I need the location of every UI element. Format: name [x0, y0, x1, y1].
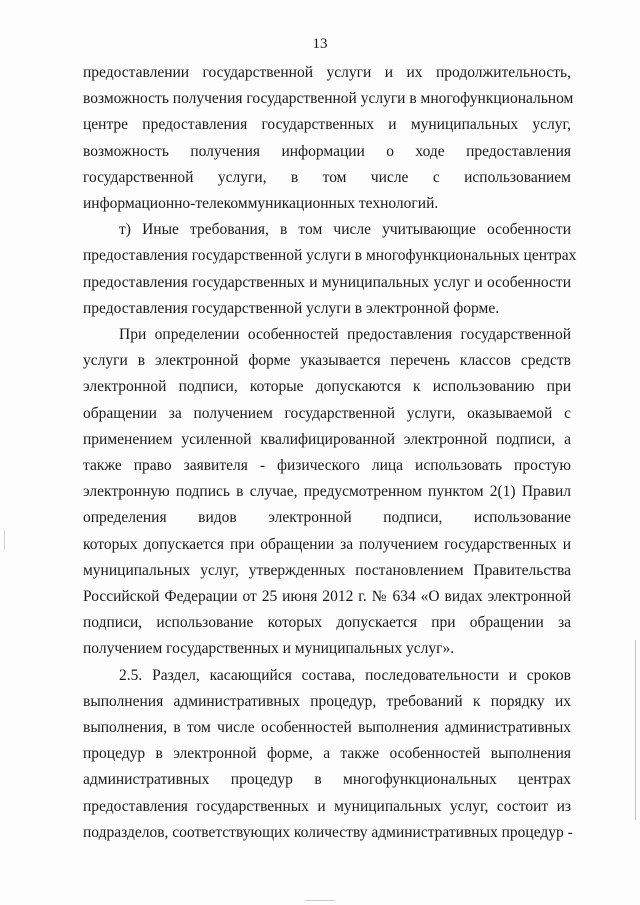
text-line: услуги в электронной форме указывается перечень классов средств — [83, 352, 571, 370]
text-line: предоставления государственной услуги в многофункциональных центрах — [83, 247, 577, 265]
paragraph-other-requirements — [83, 217, 577, 322]
text-line: подразделов, соответствующих количеству административных процедур - — [83, 823, 573, 841]
text-line: центре предоставления государственных и муниципальных услуг, — [83, 116, 571, 134]
text-line: предоставлении государственной услуги и их продолжительность, — [83, 64, 571, 81]
text-line: 2.5. Раздел, касающийся состава, последовательности и сроков — [119, 666, 571, 684]
text-line: обращении за получением государственной услуги, оказываемой с — [83, 404, 571, 422]
text-line: муниципальных услуг, утвержденных постановлением Правительства — [83, 561, 571, 579]
text-line: возможность получения информации о ходе предоставления — [83, 142, 571, 160]
text-line: выполнения административных процедур, требований к порядку их — [83, 692, 571, 710]
text-line: возможность получения государственной услуги в многофункциональном — [83, 90, 574, 108]
text-line: административных процедур в многофункциональных центрах — [83, 771, 571, 789]
text-line: предоставления государственных и муниципальных услуг и особенности — [83, 273, 571, 291]
text-line: применением усиленной квалифицированной электронной подписи, а — [83, 430, 571, 448]
text-line: получением государственных и муниципальных услуг». — [83, 640, 455, 658]
page-number: 13 — [312, 36, 328, 52]
scan-edge-mark — [635, 640, 636, 820]
paragraph-service-duration — [83, 60, 574, 217]
text-line: подписи, использование которых допускается при обращении за — [83, 614, 571, 632]
text-line: электронной подписи, которые допускаются к использованию при — [83, 378, 571, 396]
text-line: которых допускается при обращении за получением государственных и — [83, 535, 571, 553]
text-line: предоставления государственной услуги в электронной форме. — [83, 299, 500, 317]
text-line: процедур в электронной форме, а также особенностей выполнения — [83, 745, 571, 763]
paragraph-electronic-signature — [83, 322, 571, 663]
text-line: информационно-телекоммуникационных технологий. — [83, 195, 439, 213]
text-line: Российской Федерации от 25 июня 2012 г. № 634 «О видах электронной — [83, 588, 571, 606]
scan-edge-mark — [305, 900, 335, 901]
text-line: определения видов электронной подписи, использование — [83, 509, 571, 527]
paragraph-section-2-5 — [83, 663, 571, 846]
text-line: выполнения, в том числе особенностей выполнения административных — [83, 719, 571, 737]
text-line: электронную подпись в случае, предусмотренном пунктом 2(1) Правил — [83, 483, 571, 501]
text-line: т) Иные требования, в том числе учитывающие особенности — [119, 221, 571, 239]
document-body — [83, 60, 577, 846]
scan-edge-mark — [4, 530, 5, 550]
text-line: предоставления государственных и муниципальных услуг, состоит из — [83, 797, 571, 815]
text-line: государственной услуги, в том числе с использованием — [83, 168, 571, 186]
text-line: При определении особенностей предоставления государственной — [119, 326, 571, 344]
text-line: также право заявителя - физического лица использовать простую — [83, 457, 571, 475]
